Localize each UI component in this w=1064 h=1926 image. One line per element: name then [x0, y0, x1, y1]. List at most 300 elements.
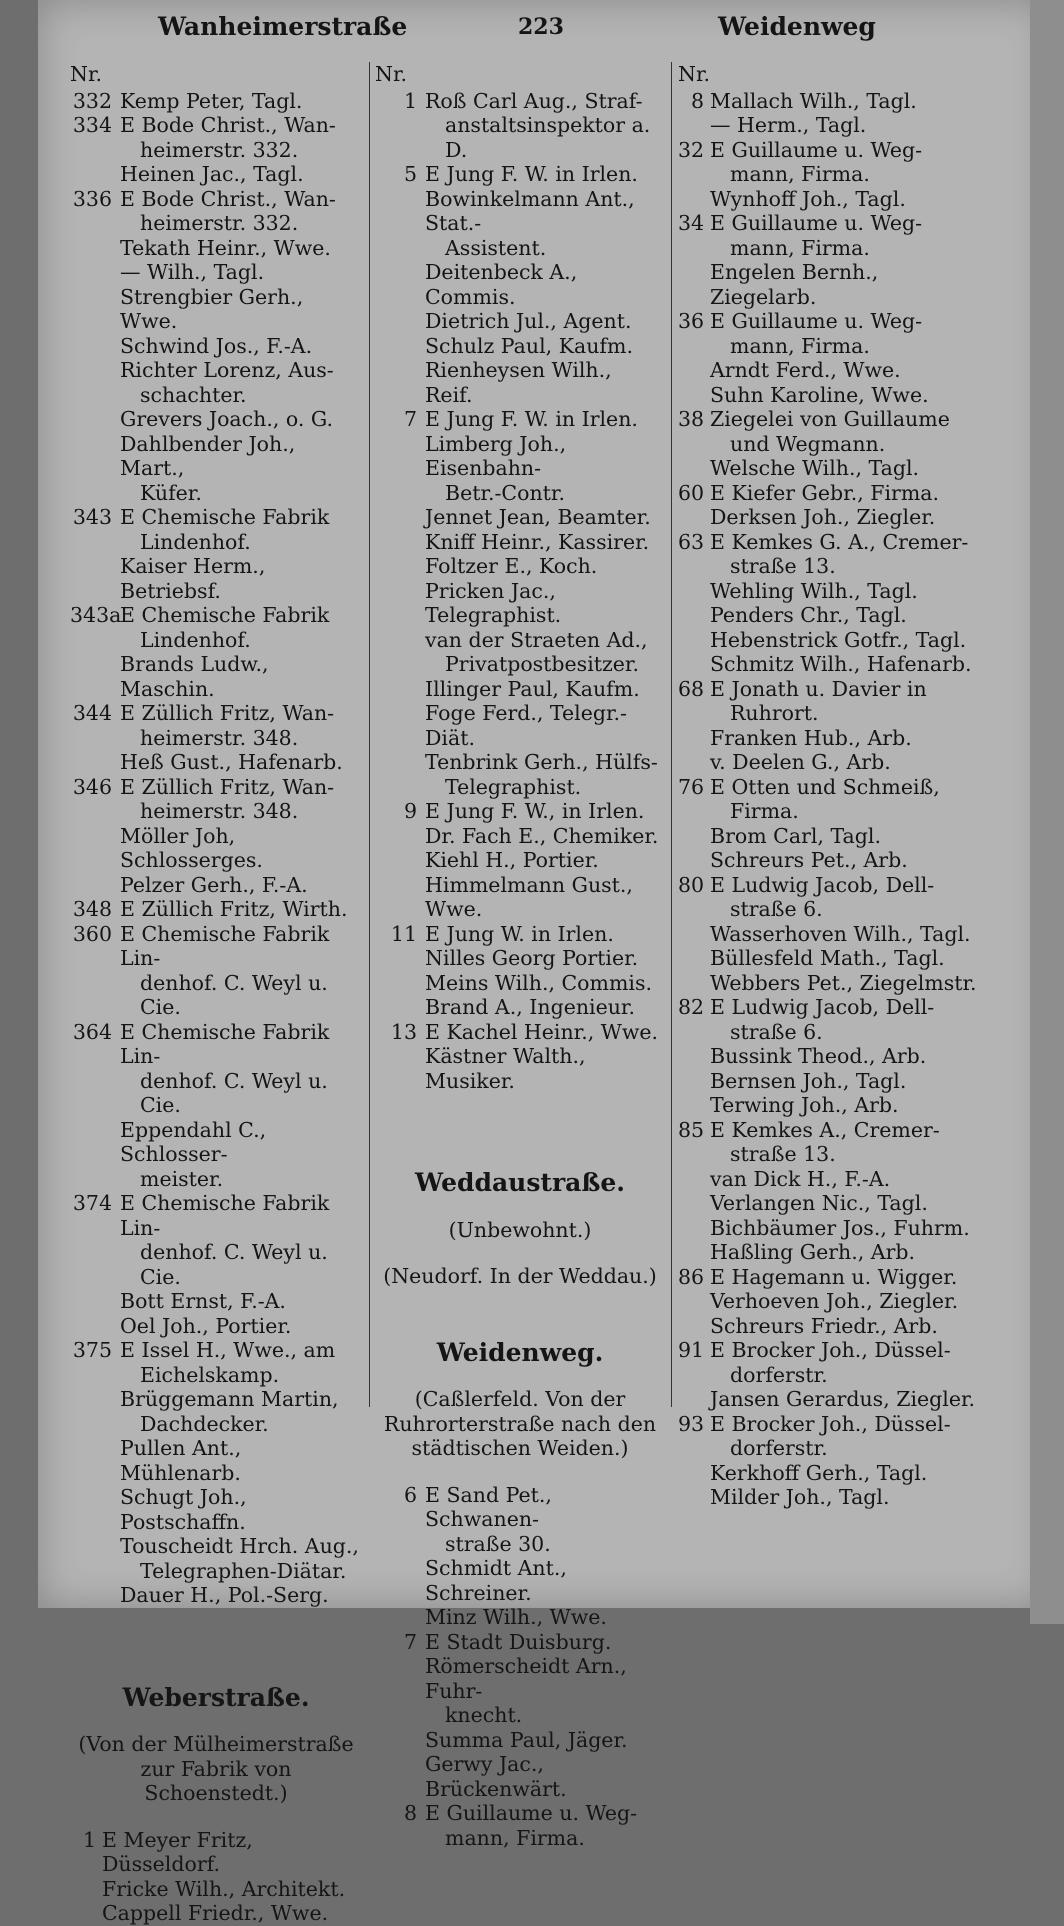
entry-text: Dahlbender Joh., Mart.,	[120, 431, 296, 480]
entry-text: Schwind Jos., F.-A.	[120, 333, 313, 358]
directory-entry	[375, 113, 665, 162]
entry-text: Dauer H., Pol.-Serg.	[120, 1583, 329, 1607]
house-number: 7	[403, 407, 417, 431]
directory-entry	[375, 505, 665, 530]
directory-entry	[70, 554, 362, 603]
directory-entry	[678, 1289, 978, 1314]
directory-entry	[70, 432, 362, 481]
directory-entry	[70, 701, 362, 726]
directory-entry	[375, 946, 665, 971]
directory-entry	[678, 334, 978, 359]
entry-text: Dr. Fach E., Chemiker.	[425, 823, 659, 848]
directory-entry	[70, 1363, 362, 1388]
directory-entry	[375, 236, 665, 261]
directory-entry	[678, 138, 978, 163]
entry-text: E Chemische Fabrik Lin-	[120, 1191, 330, 1240]
spacer	[375, 1365, 665, 1387]
entry-text: E Guillaume u. Weg-	[710, 137, 923, 162]
directory-entry	[678, 1363, 978, 1388]
directory-entry	[375, 1728, 665, 1753]
directory-entry	[678, 677, 978, 702]
directory-entry	[70, 1534, 362, 1559]
directory-entry	[375, 407, 665, 432]
directory-entry	[375, 432, 665, 481]
nr-heading: Nr.	[678, 62, 711, 86]
entry-text: E Sand Pet., Schwanen-	[425, 1482, 552, 1531]
street-note: (Von der Mülheimerstraße zur Fabrik von Schoenstedt.)	[78, 1732, 354, 1805]
directory-entry	[678, 481, 978, 506]
directory-entry	[678, 1167, 978, 1192]
directory-entry	[70, 358, 362, 383]
entry-text: E Hagemann u. Wigger.	[710, 1264, 958, 1289]
directory-entry	[678, 1387, 978, 1412]
directory-entry	[375, 652, 665, 677]
house-number: 364	[72, 1019, 112, 1044]
entry-text: E Chemische Fabrik Lin-	[120, 921, 330, 970]
directory-entry	[375, 1826, 665, 1851]
house-number: 375	[72, 1338, 112, 1362]
directory-entry	[70, 1901, 362, 1926]
entry-text: Pullen Ant., Mühlenarb.	[120, 1436, 242, 1485]
entry-text: E Bode Christ., Wan-	[120, 113, 336, 137]
spacer	[70, 1710, 362, 1732]
entry-text: E Jung W. in Irlen.	[425, 921, 614, 946]
directory-entry	[70, 726, 362, 751]
entry-text: E Otten und Schmeiß,	[710, 774, 940, 799]
entry-text: Bowinkelmann Ant., Stat.-	[425, 186, 635, 235]
entry-text: Schreurs Pet., Arb.	[710, 848, 908, 872]
entry-text: schachter.	[140, 382, 247, 407]
weber-entries-cont	[375, 89, 665, 1094]
directory-entry	[678, 701, 978, 726]
directory-entry	[678, 456, 978, 481]
directory-entry	[375, 848, 665, 873]
entry-text: Minz Wilh., Wwe.	[425, 1605, 607, 1629]
entry-text: Wasserhoven Wilh., Tagl.	[710, 921, 971, 946]
column-1	[70, 62, 362, 1926]
entry-text: E Bode Christ., Wan-	[120, 186, 336, 211]
directory-entry	[70, 481, 362, 506]
street-heading-weidenweg: Weidenweg.	[436, 1337, 604, 1367]
entry-text: Franken Hub., Arb.	[710, 725, 912, 750]
directory-entry	[70, 897, 362, 922]
running-head-right: Weidenweg	[718, 12, 876, 41]
house-number: 63	[678, 529, 705, 554]
directory-entry	[70, 138, 362, 163]
entry-text: E Brocker Joh., Düssel-	[710, 1411, 951, 1436]
directory-entry	[678, 799, 978, 824]
directory-entry	[70, 1314, 362, 1339]
directory-entry	[678, 407, 978, 432]
entry-text: Welsche Wilh., Tagl.	[710, 456, 920, 480]
directory-entry	[70, 383, 362, 408]
directory-entry	[678, 187, 978, 212]
weiden-entries-cont	[678, 89, 978, 1510]
entry-text: mann, Firma.	[730, 333, 870, 358]
directory-entry	[678, 652, 978, 677]
entry-text: mann, Firma.	[445, 1825, 585, 1850]
entry-text: Verlangen Nic., Tagl.	[710, 1191, 928, 1215]
directory-entry	[70, 236, 362, 261]
house-number: 60	[678, 480, 705, 505]
entry-text: denhof. C. Weyl u. Cie.	[140, 1068, 328, 1117]
directory-entry	[678, 1314, 978, 1339]
directory-entry	[375, 187, 665, 236]
column-rule	[369, 62, 370, 1407]
directory-entry	[375, 260, 665, 309]
directory-entry	[375, 579, 665, 628]
house-number: 86	[678, 1264, 705, 1289]
entry-text: Verhoeven Joh., Ziegler.	[710, 1289, 959, 1313]
directory-entry	[678, 603, 978, 628]
entry-text: van der Straeten Ad.,	[425, 627, 648, 652]
directory-entry	[678, 260, 978, 309]
entry-text: Arndt Ferd., Wwe.	[710, 358, 901, 382]
entry-text: straße 30.	[445, 1531, 551, 1556]
entry-text: E Meyer Fritz, Düsseldorf.	[102, 1827, 253, 1876]
running-head-left: Wanheimerstraße	[158, 12, 408, 41]
directory-entry	[375, 824, 665, 849]
entry-text: Bichbäumer Jos., Fuhrm.	[710, 1215, 970, 1240]
directory-entry	[70, 799, 362, 824]
entry-text: Bussink Theod., Arb.	[710, 1044, 927, 1068]
directory-entry	[678, 1436, 978, 1461]
entry-text: und Wegmann.	[730, 431, 886, 456]
entry-text: E Issel H., Wwe., am	[120, 1338, 336, 1362]
entry-text: Lindenhof.	[140, 627, 251, 652]
directory-entry	[375, 309, 665, 334]
spacer	[375, 1093, 665, 1163]
entry-text: straße 13.	[730, 554, 836, 578]
entry-text: E Kachel Heinr., Wwe.	[425, 1019, 659, 1044]
entry-text: E Züllich Fritz, Wan-	[120, 774, 335, 799]
entry-text: Meins Wilh., Commis.	[425, 970, 652, 995]
directory-entry	[375, 481, 665, 506]
directory-entry	[678, 432, 978, 457]
house-number: 336	[72, 186, 112, 211]
entry-text: Mallach Wilh., Tagl.	[710, 88, 917, 113]
house-number: 34	[678, 211, 705, 235]
entry-text: E Jung F. W. in Irlen.	[425, 162, 638, 186]
entry-text: E Chemische Fabrik Lin-	[120, 1019, 330, 1068]
entry-text: Pelzer Gerh., F.-A.	[120, 872, 308, 897]
entry-text: Touscheidt Hrch. Aug.,	[120, 1534, 359, 1558]
directory-entry	[678, 750, 978, 775]
directory-entry	[70, 1020, 362, 1069]
entry-text: E Guillaume u. Weg-	[425, 1801, 638, 1825]
directory-entry	[70, 285, 362, 334]
directory-entry	[375, 701, 665, 750]
entry-text: Kaiser Herm., Betriebsf.	[120, 554, 266, 603]
directory-entry	[70, 1191, 362, 1240]
house-number: 1	[82, 1827, 96, 1852]
directory-entry	[70, 603, 362, 628]
directory-entry	[678, 946, 978, 971]
entry-text: Terwing Joh., Arb.	[710, 1093, 899, 1117]
entry-text: Milder Joh., Tagl.	[710, 1485, 890, 1509]
entry-text: straße 6.	[730, 897, 823, 921]
entry-text: Dietrich Jul., Agent.	[425, 309, 632, 333]
directory-entry	[678, 995, 978, 1020]
entry-text: Jansen Gerardus, Ziegler.	[710, 1387, 976, 1411]
entry-text: Schulz Paul, Kaufm.	[425, 333, 633, 358]
directory-entry	[678, 873, 978, 898]
entry-text: Tenbrink Gerh., Hülfs-	[425, 750, 658, 774]
entry-text: Gerwy Jac., Brückenwärt.	[425, 1752, 567, 1801]
directory-entry	[375, 775, 665, 800]
directory-entry	[70, 1338, 362, 1363]
spacer	[70, 1608, 362, 1678]
directory-entry	[70, 971, 362, 1020]
house-number: 76	[678, 774, 705, 799]
directory-entry	[70, 530, 362, 555]
house-number: 6	[403, 1482, 417, 1507]
entry-text: Roß Carl Aug., Straf-	[425, 88, 643, 113]
directory-entry	[678, 579, 978, 604]
entry-text: Wehling Wilh., Tagl.	[710, 578, 918, 603]
entry-text: van Dick H., F.-A.	[710, 1166, 891, 1191]
directory-entry	[678, 211, 978, 236]
directory-entry	[70, 628, 362, 653]
house-number: 348	[72, 897, 112, 921]
directory-entry	[70, 89, 362, 114]
column-rule	[671, 62, 672, 1407]
column-2	[375, 62, 665, 1850]
entry-text: E Jonath u. Davier in	[710, 676, 927, 701]
directory-entry	[678, 726, 978, 751]
house-number: 344	[72, 701, 112, 725]
directory-entry	[375, 995, 665, 1020]
entry-text: heimerstr. 348.	[140, 725, 299, 750]
entry-text: Bott Ernst, F.-A.	[120, 1289, 286, 1313]
entry-text: denhof. C. Weyl u. Cie.	[140, 970, 328, 1019]
entry-text: Himmelmann Gust., Wwe.	[425, 872, 633, 921]
entry-text: Haßling Gerh., Arb.	[710, 1240, 916, 1264]
directory-entry	[375, 1630, 665, 1655]
house-number: 346	[72, 774, 112, 799]
entry-text: E Jung F. W., in Irlen.	[425, 799, 645, 823]
directory-entry	[678, 1265, 978, 1290]
directory-entry	[70, 750, 362, 775]
directory-entry	[70, 334, 362, 359]
directory-entry	[678, 1461, 978, 1486]
directory-entry	[678, 530, 978, 555]
directory-entry	[70, 922, 362, 971]
directory-entry	[70, 1828, 362, 1877]
entry-text: Bernsen Joh., Tagl.	[710, 1068, 907, 1093]
directory-entry	[678, 824, 978, 849]
house-number: 334	[72, 113, 112, 137]
house-number: 32	[678, 137, 705, 162]
house-number: 5	[403, 162, 417, 186]
nr-heading: Nr.	[70, 62, 103, 86]
directory-entry	[70, 824, 362, 873]
directory-entry	[375, 922, 665, 947]
entry-text: Römerscheidt Arn., Fuhr-	[425, 1654, 627, 1703]
entry-text: Dachdecker.	[140, 1411, 269, 1436]
entry-text: dorferstr.	[730, 1436, 828, 1460]
entry-text: — Herm., Tagl.	[710, 113, 867, 137]
entry-text: Möller Joh, Schlosserges.	[120, 823, 263, 872]
entry-text: Foltzer E., Koch.	[425, 554, 598, 578]
house-number: 7	[403, 1629, 417, 1654]
entry-text: Pricken Jac., Telegraphist.	[425, 578, 562, 627]
directory-entry	[678, 1240, 978, 1265]
directory-entry	[678, 775, 978, 800]
entry-text: Kästner Walth., Musiker.	[425, 1044, 586, 1093]
entry-text: Firma.	[730, 799, 799, 823]
directory-entry	[678, 236, 978, 261]
spacer	[375, 1289, 665, 1333]
entry-text: Eppendahl C., Schlosser-	[120, 1117, 267, 1166]
entry-text: E Züllich Fritz, Wan-	[120, 701, 335, 725]
directory-entry	[70, 1387, 362, 1412]
directory-entry	[70, 1559, 362, 1584]
house-number: 13	[390, 1019, 417, 1044]
house-number: 11	[390, 921, 417, 946]
entry-text: E Stadt Duisburg.	[425, 1629, 612, 1654]
entry-text: Schmitz Wilh., Hafenarb.	[710, 652, 972, 676]
house-number: 1	[403, 88, 417, 113]
entry-text: denhof. C. Weyl u. Cie.	[140, 1240, 328, 1289]
directory-entry	[375, 530, 665, 555]
entry-text: Penders Chr., Tagl.	[710, 603, 907, 627]
entry-text: E Chemische Fabrik	[120, 603, 330, 627]
entry-text: meister.	[140, 1166, 224, 1191]
directory-entry	[678, 162, 978, 187]
directory-entry	[375, 358, 665, 407]
entry-text: Derksen Joh., Ziegler.	[710, 505, 936, 529]
entry-text: — Wilh., Tagl.	[120, 260, 265, 284]
directory-entry	[678, 358, 978, 383]
directory-entry	[375, 1044, 665, 1093]
directory-entry	[70, 775, 362, 800]
directory-entry	[678, 1216, 978, 1241]
entry-text: Rienheysen Wilh., Reif.	[425, 358, 612, 407]
directory-entry	[70, 113, 362, 138]
entry-text: Engelen Bernh., Ziegelarb.	[710, 260, 879, 309]
directory-entry	[678, 848, 978, 873]
entry-text: anstaltsinspektor a. D.	[445, 113, 651, 162]
entry-text: Assistent.	[445, 235, 547, 260]
directory-entry	[70, 1069, 362, 1118]
entry-text: E Ludwig Jacob, Dell-	[710, 872, 935, 897]
directory-entry	[375, 1703, 665, 1728]
entry-text: Ruhrort.	[730, 701, 819, 725]
directory-entry	[70, 505, 362, 530]
entry-text: Kerkhoff Gerh., Tagl.	[710, 1460, 928, 1485]
directory-entry	[375, 1556, 665, 1605]
entry-text: Heinen Jac., Tagl.	[120, 162, 304, 186]
entry-text: Nilles Georg Portier.	[425, 946, 639, 970]
house-number: 343	[72, 505, 112, 529]
directory-entry	[678, 1020, 978, 1045]
directory-entry	[678, 309, 978, 334]
directory-entry	[678, 554, 978, 579]
street-note: (Caßlerfeld. Von der Ruhrorterstraße nach den städtischen Weiden.)	[383, 1387, 657, 1460]
directory-entry	[678, 383, 978, 408]
directory-entry	[678, 505, 978, 530]
directory-entry	[70, 1289, 362, 1314]
entry-text: Lindenhof.	[140, 529, 251, 554]
weiden-entries	[375, 1483, 665, 1851]
directory-entry	[70, 1485, 362, 1534]
directory-entry	[375, 1532, 665, 1557]
house-number: 8	[690, 88, 704, 113]
directory-entry	[375, 1801, 665, 1826]
directory-entry	[375, 1483, 665, 1532]
street-heading-weberstrasse: Weberstraße.	[122, 1682, 310, 1712]
directory-entry	[678, 1118, 978, 1143]
directory-entry	[678, 1338, 978, 1363]
entry-text: Oel Joh., Portier.	[120, 1313, 292, 1338]
directory-entry	[678, 89, 978, 114]
directory-entry	[70, 187, 362, 212]
entry-text: Jennet Jean, Beamter.	[425, 505, 651, 529]
house-number: 68	[678, 676, 705, 701]
entry-text: v. Deelen G., Arb.	[710, 750, 891, 774]
entry-text: E Jung F. W. in Irlen.	[425, 407, 638, 431]
wanheimer-entries	[70, 89, 362, 1608]
directory-entry	[375, 334, 665, 359]
entry-text: Schugt Joh., Postschaffn.	[120, 1485, 247, 1534]
spacer	[375, 1242, 665, 1264]
directory-entry	[678, 113, 978, 138]
directory-entry	[678, 897, 978, 922]
entry-text: E Kemkes A., Cremer-	[710, 1117, 940, 1142]
entry-text: mann, Firma.	[730, 235, 870, 260]
house-number: 332	[72, 88, 112, 113]
house-number: 80	[678, 872, 705, 897]
directory-entry	[375, 628, 665, 653]
spacer	[375, 1461, 665, 1483]
directory-entry	[70, 407, 362, 432]
entry-text: Hebenstrick Gotfr., Tagl.	[710, 627, 967, 652]
entry-text: Richter Lorenz, Aus-	[120, 358, 334, 382]
entry-text: Schmidt Ant., Schreiner.	[425, 1556, 567, 1605]
entry-text: Kniff Heinr., Kassirer.	[425, 529, 650, 554]
street-note: (Neudorf. In der Weddau.)	[383, 1264, 657, 1288]
directory-entry	[678, 922, 978, 947]
entry-text: E Guillaume u. Weg-	[710, 211, 923, 235]
entry-text: mann, Firma.	[730, 162, 870, 186]
entry-text: Suhn Karoline, Wwe.	[710, 382, 929, 407]
directory-entry	[70, 1167, 362, 1192]
entry-text: Webbers Pet., Ziegelmstr.	[710, 970, 977, 995]
directory-entry	[375, 873, 665, 922]
house-number: 374	[72, 1191, 112, 1215]
directory-entry	[375, 799, 665, 824]
entry-text: dorferstr.	[730, 1362, 828, 1387]
directory-entry	[70, 1412, 362, 1437]
entry-text: Heß Gust., Hafenarb.	[120, 750, 343, 774]
directory-entry	[375, 162, 665, 187]
directory-entry	[375, 677, 665, 702]
directory-entry	[375, 750, 665, 775]
directory-entry	[375, 971, 665, 996]
entry-text: Summa Paul, Jäger.	[425, 1727, 628, 1752]
directory-entry	[70, 1118, 362, 1167]
entry-text: straße 13.	[730, 1142, 836, 1166]
directory-entry	[70, 1877, 362, 1902]
directory-entry	[375, 1020, 665, 1045]
house-number: 38	[678, 407, 705, 431]
entry-text: E Guillaume u. Weg-	[710, 309, 923, 333]
entry-text: E Chemische Fabrik	[120, 505, 330, 529]
directory-entry	[70, 162, 362, 187]
entry-text: heimerstr. 332.	[140, 137, 299, 162]
house-number: 9	[403, 799, 417, 823]
